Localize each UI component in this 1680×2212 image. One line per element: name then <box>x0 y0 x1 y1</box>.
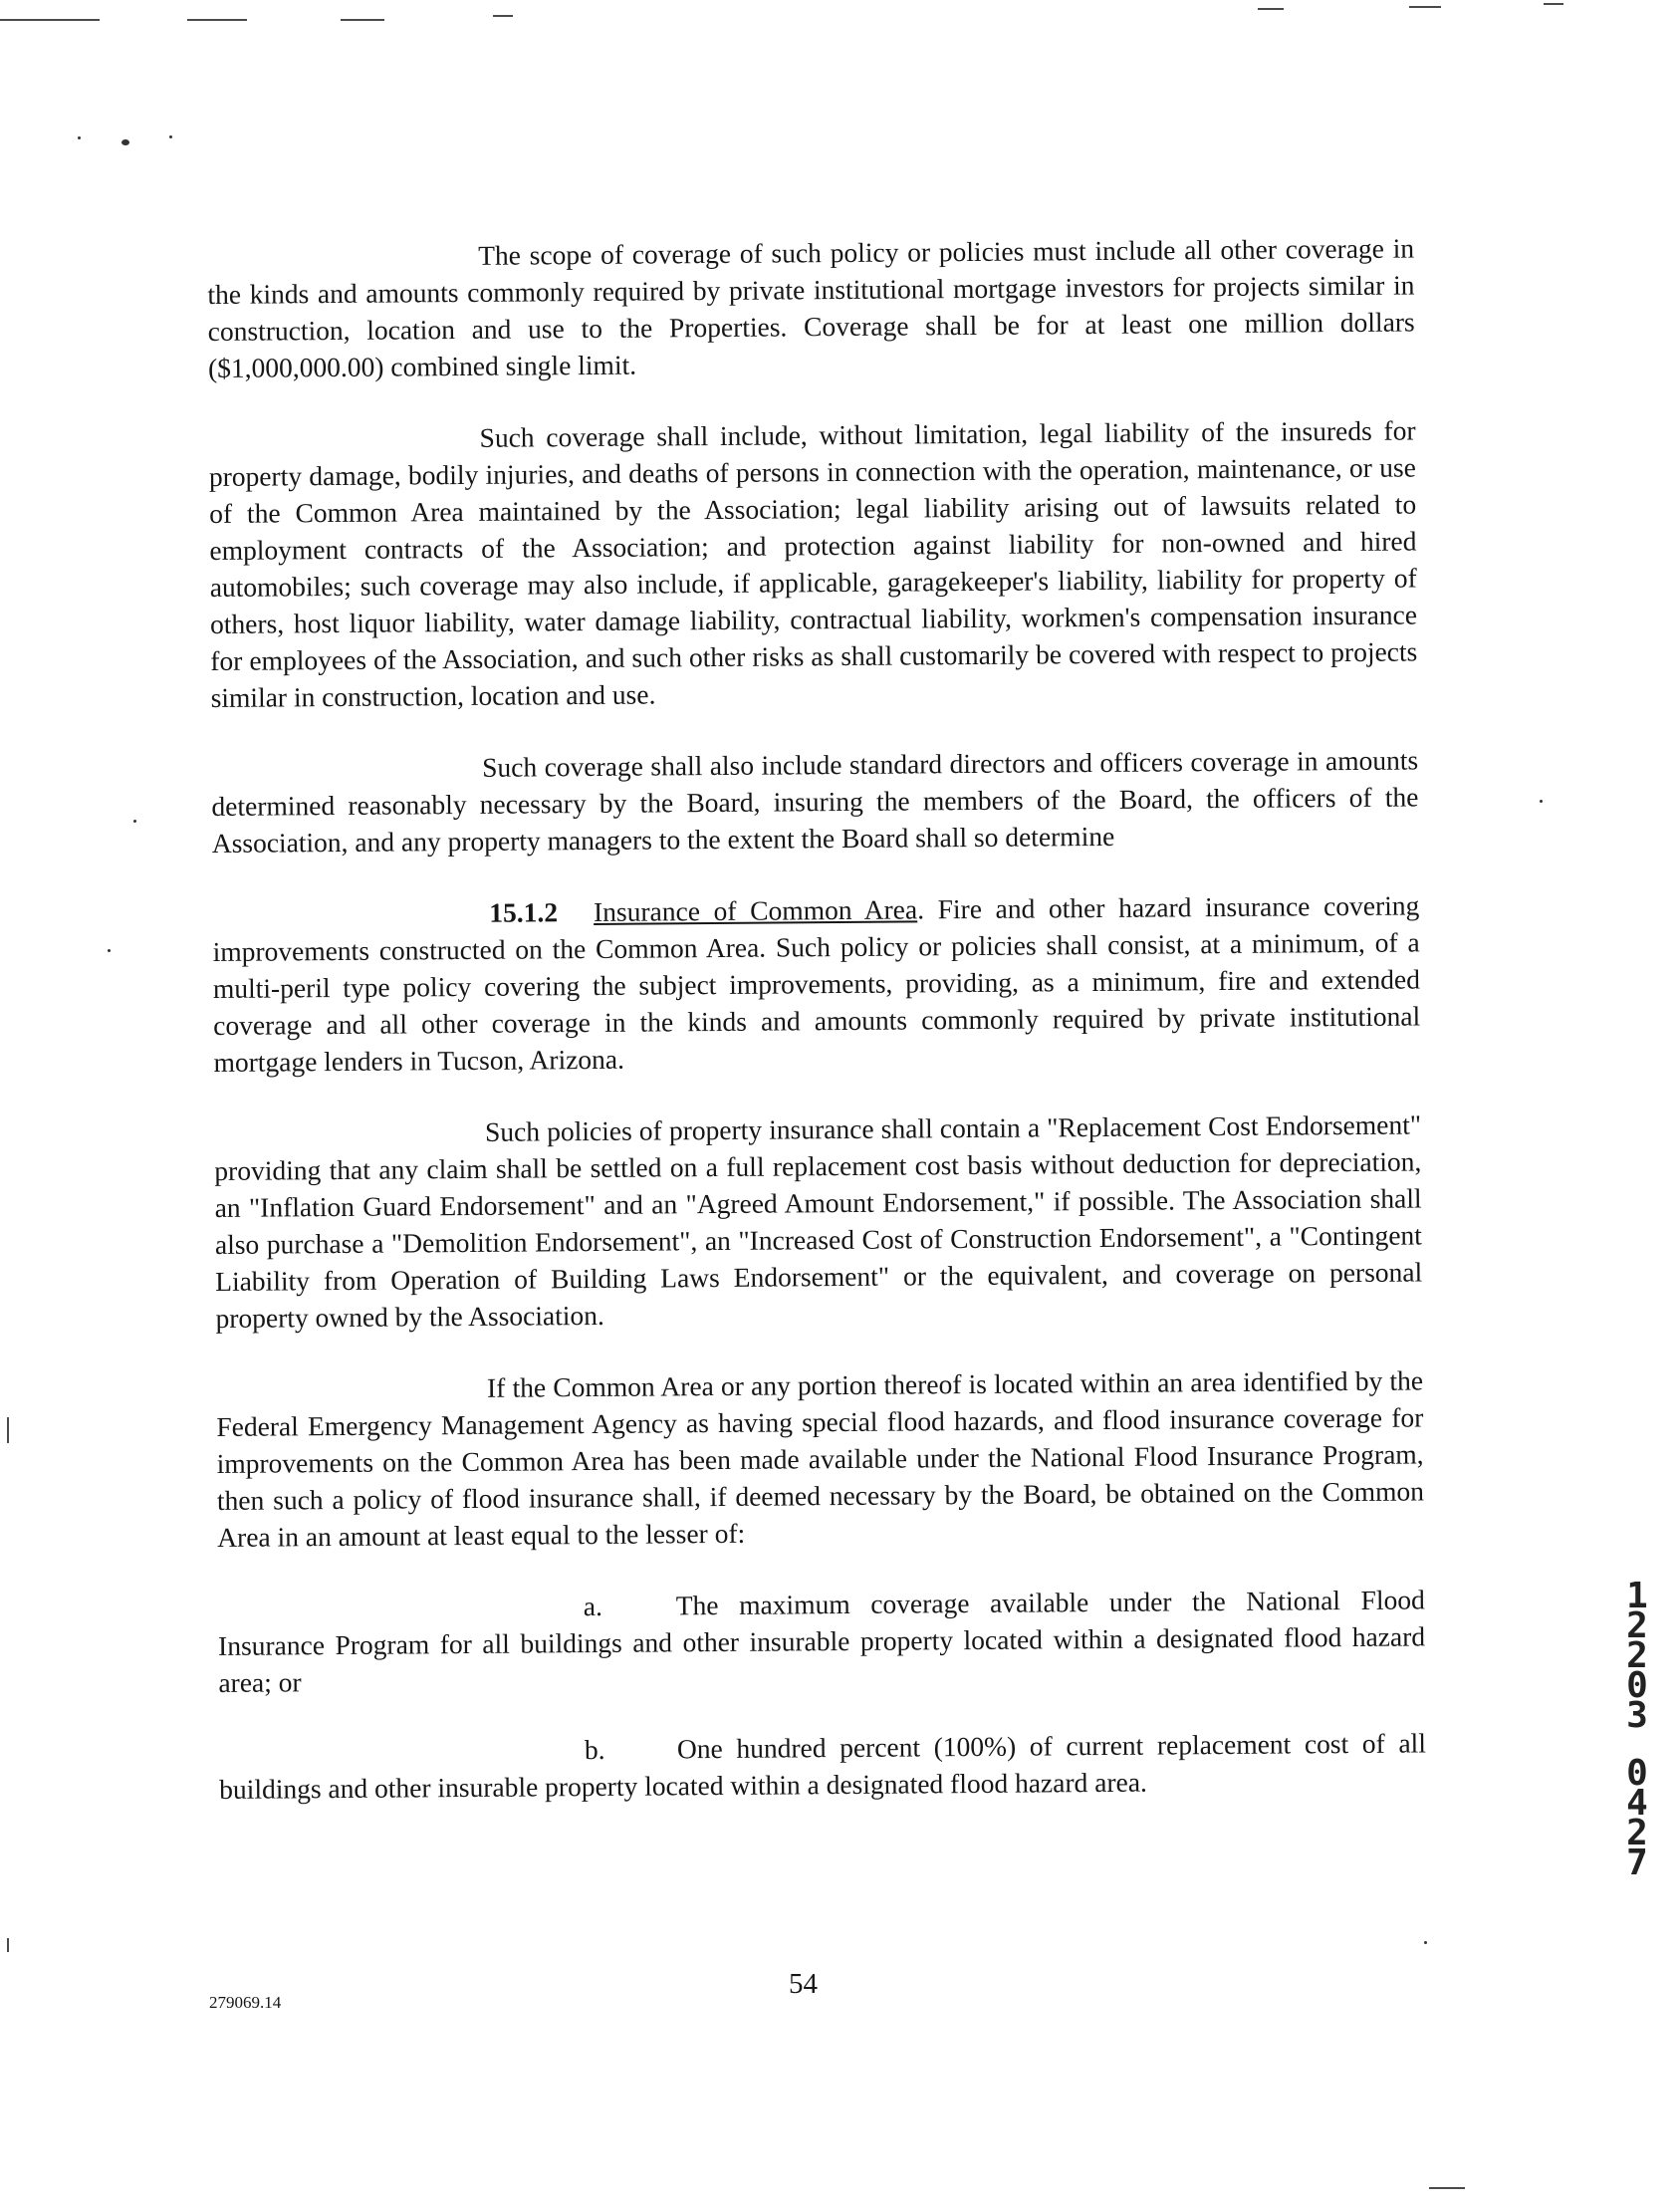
section-text: . Fire and other hazard insurance covering improvements constructed on the Common Area. Such policy or policies shall consist, at a minimum, of a multi-peril type policy covering the subject improvements, providing, as a minimum, fire and extended coverage and all other coverage in the kinds and amounts commonly required by private institutional mortgage lenders in Tucson, Arizona. <box>212 889 1421 1078</box>
list-item-text: One hundred percent (100%) of current replacement cost of all buildings and other insurable property located within a designated flood hazard area. <box>219 1727 1427 1805</box>
section-title: Insurance of Common Area <box>593 893 918 927</box>
paragraph-directors-officers: Such coverage shall also include standard directors and officers coverage in amounts determined reasonably necessary by the Board, insuring the members of the Board, the officers of the Association, and any property managers to the extent the Board shall so determine <box>211 744 1419 859</box>
scan-speck <box>1540 800 1543 803</box>
list-item <box>218 1581 1426 1701</box>
scan-mark <box>341 19 384 21</box>
scan-mark <box>0 19 100 21</box>
scan-speck <box>1424 1941 1427 1944</box>
document-id: 279069.14 <box>209 1993 282 2012</box>
recording-number-part1: 1 2 2 0 3 <box>1626 1576 1648 1736</box>
scan-mark <box>7 1417 9 1443</box>
paragraph-flood-insurance: If the Common Area or any portion thereof is located within an area identified by the Federal Emergency Management Agency as having special flood hazards, and flood insurance coverage for improvements on the Common Area has been made available under the National Flood Insurance Program, then such a policy of flood insurance shall, if deemed necessary by the Board, be obtained on the Common Area in an amount at least equal to the lesser of: <box>216 1364 1425 1553</box>
scan-speck <box>121 139 129 145</box>
scan-speck <box>169 135 172 138</box>
document-body <box>207 229 1426 1807</box>
scan-mark <box>1544 3 1563 5</box>
paragraph-replacement-cost: Such policies of property insurance shall contain a "Replacement Cost Endorsement" providing that any claim shall be settled on a full replacement cost basis without deduction for depreciation, an "Inflation Guard Endorsement" and an "Agreed Amount Endorsement," if possible. The Association shall also purchase a "Demolition Endorsement", an "Increased Cost of Construction Endorsement", a "Contingent Liability from Operation of Building Laws Endorsement" or the equivalent, and coverage on personal property owned by the Association. <box>214 1108 1423 1334</box>
list-item-label: a. <box>583 1590 603 1622</box>
recording-number-part2: 0 4 2 7 <box>1626 1753 1648 1883</box>
scan-speck <box>78 136 81 139</box>
scan-mark <box>1429 2187 1465 2189</box>
paragraph-liability-coverage: Such coverage shall include, without limitation, legal liability of the insureds for property damage, bodily injuries, and deaths of persons in connection with the operation, maintenance, or use of the Common Area maintained by the Association; legal liability arising out of lawsuits related to employment contracts of the Association; and protection against liability for non-owned and hired automobiles; such coverage may also include, if applicable, garagekeeper's liability, liability for property of others, host liquor liability, water damage liability, contractual liability, workmen's compensation insurance for employees of the Association, and such other risks as shall customarily be covered with respect to projects similar in construction, location and use. <box>208 414 1418 713</box>
section-number: 15.1.2 <box>489 896 559 928</box>
scan-mark <box>493 15 513 17</box>
scan-mark <box>1409 6 1441 8</box>
scan-mark <box>7 1938 9 1952</box>
section-15-1-2 <box>212 886 1420 1081</box>
scan-speck <box>133 820 136 823</box>
list-item <box>219 1724 1427 1808</box>
scan-mark <box>187 19 247 21</box>
list-item-label: b. <box>584 1733 605 1766</box>
page-number: 54 <box>789 1968 818 2000</box>
recording-number-stamp <box>1615 1576 1659 1883</box>
scan-mark <box>1258 8 1284 10</box>
scan-speck <box>108 949 111 952</box>
paragraph-coverage-scope: The scope of coverage of such policy or policies must include all other coverage in the kinds and amounts commonly required by private institutional mortgage investors for projects similar in construction, location and use to the Properties. Coverage shall be for at least one million dollars ($1,000,000.00) combined single limit. <box>207 232 1415 383</box>
list-item-text: The maximum coverage available under the National Flood Insurance Program for all buildings and other insurable property located within a designated flood hazard area; or <box>217 1584 1426 1698</box>
